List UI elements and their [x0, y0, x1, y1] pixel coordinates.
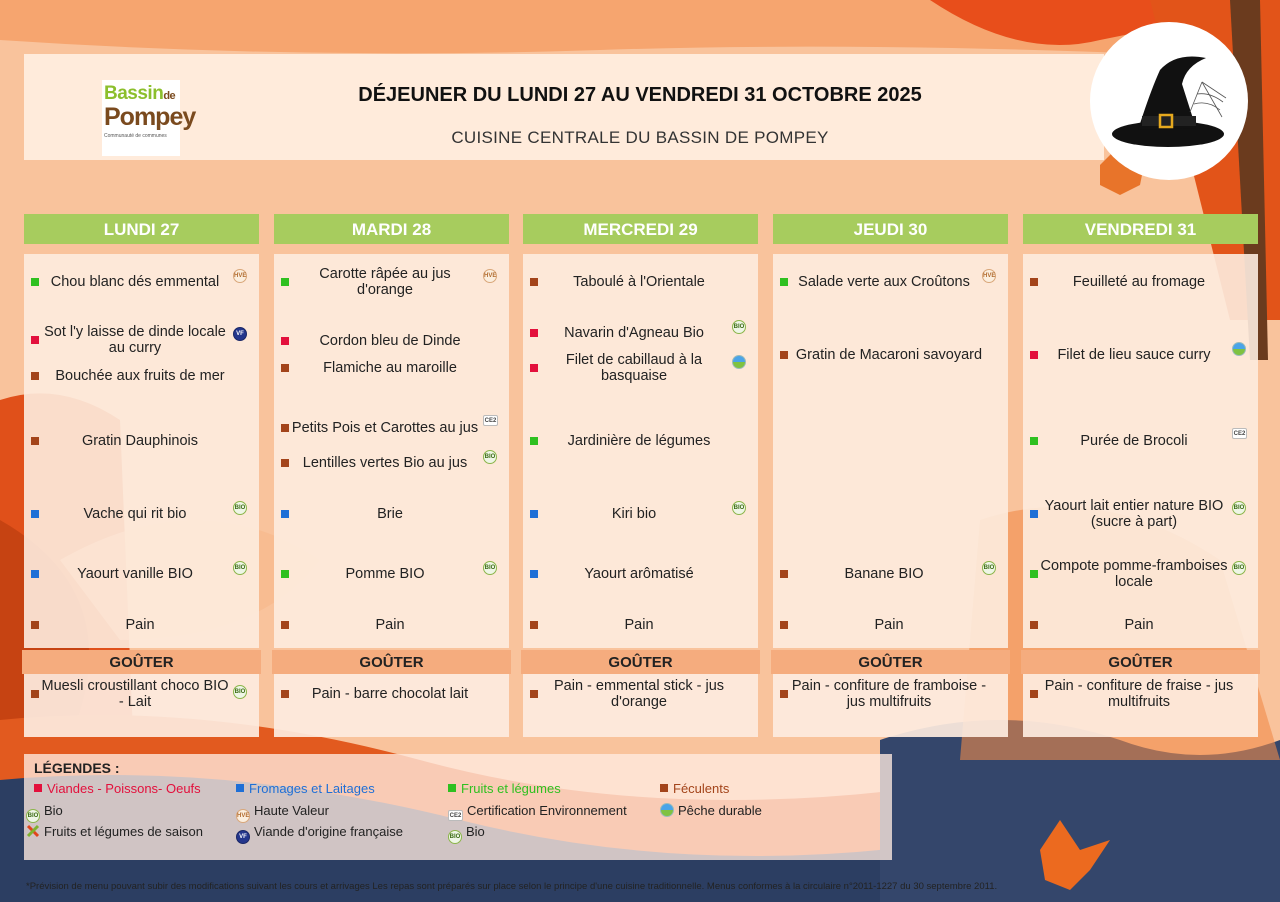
legend-badge	[236, 824, 403, 844]
haute-valeur-icon: HVE	[982, 269, 996, 283]
category-marker	[780, 351, 788, 359]
legend-badge-label: Bio	[44, 803, 63, 818]
gouter-body	[274, 674, 509, 737]
gouter-body	[24, 674, 259, 737]
category-marker	[780, 278, 788, 286]
certification-environnement-icon: CE2	[1232, 428, 1247, 439]
legend-category-label: Viandes - Poissons- Oeufs	[47, 781, 201, 796]
gouter-label: Pain - confiture de framboise - jus multifruits	[791, 678, 987, 710]
day-column-1	[274, 214, 509, 702]
menu-item-label: Yaourt lait entier nature BIO (sucre à part)	[1044, 498, 1224, 530]
logo-line1: Bassin	[104, 83, 164, 104]
bio-icon: BIO	[233, 561, 247, 575]
gouter-header: GOÛTER	[521, 650, 760, 674]
category-marker	[34, 784, 42, 792]
day-title: MERCREDI 29	[523, 214, 758, 244]
menu-item-label: Pain	[874, 617, 904, 633]
category-marker	[31, 278, 39, 286]
category-marker	[236, 784, 244, 792]
day-title: MARDI 28	[274, 214, 509, 244]
gouter-header: GOÛTER	[22, 650, 261, 674]
day-column-2	[523, 214, 758, 710]
bio-icon: BIO	[448, 830, 462, 844]
menu-item-label: Purée de Brocoli	[1080, 433, 1188, 449]
witch-hat-icon	[1090, 22, 1248, 180]
bio-icon: BIO	[26, 809, 40, 823]
day-column-3	[773, 214, 1008, 710]
menu-item-label: Filet de lieu sauce curry	[1057, 347, 1211, 363]
logo-line3: Communauté de communes	[104, 133, 167, 139]
category-marker	[448, 784, 456, 792]
legend-badge	[26, 803, 63, 823]
bio-icon: BIO	[732, 501, 746, 515]
legend-category	[448, 781, 561, 796]
legend-category-label: Féculents	[673, 781, 730, 796]
gouter-body	[773, 674, 1008, 737]
day-column-0	[24, 214, 259, 710]
gouter-header: GOÛTER	[1021, 650, 1260, 674]
viande-francaise-icon: VF	[233, 327, 247, 341]
gouter-label: Pain - emmental stick - jus d'orange	[553, 678, 725, 710]
legend-badge	[26, 824, 203, 839]
menu-item-label: Carotte râpée au jus d'orange	[319, 266, 451, 298]
menu-item-label: Kiri bio	[611, 506, 657, 522]
bio-icon: BIO	[982, 561, 996, 575]
legend-badge-label: Bio	[466, 824, 485, 839]
category-marker	[530, 364, 538, 372]
bio-icon: BIO	[1232, 561, 1246, 575]
menu-item-label: Gratin de Macaroni savoyard	[795, 347, 983, 363]
category-marker	[281, 364, 289, 372]
legend-badge-label: Fruits et légumes de saison	[44, 824, 203, 839]
category-marker	[1030, 621, 1038, 629]
haute-valeur-icon: HVE	[233, 269, 247, 283]
category-marker	[530, 570, 538, 578]
menu-item-label: Cordon bleu de Dinde	[319, 333, 461, 349]
category-marker	[1030, 570, 1038, 578]
bio-icon: BIO	[732, 320, 746, 334]
gouter-body	[523, 674, 758, 737]
gouter-label: Pain - barre chocolat lait	[311, 686, 469, 702]
legend-category	[236, 781, 375, 796]
peche-durable-icon	[660, 803, 674, 817]
category-marker	[530, 510, 538, 518]
category-marker	[31, 372, 39, 380]
day-menu-list	[523, 254, 758, 648]
menu-item-label: Vache qui rit bio	[83, 506, 187, 522]
logo-line1-small: de	[163, 90, 176, 102]
category-marker	[281, 510, 289, 518]
menu-item-label: Yaourt vanille BIO	[77, 566, 193, 582]
category-marker	[31, 336, 39, 344]
legend-category	[34, 781, 201, 796]
footer-note: *Prévision de menu pouvant subir des modifications suivant les cours et arrivages Les repas sont préparés sur place selon le principe d'une cuisine traditionnelle. Menus conformes à la circulaire n°2011-1227 du 30 septembre 2011.	[26, 881, 998, 892]
legend-category-label: Fromages et Laitages	[249, 781, 375, 796]
category-marker	[530, 690, 538, 698]
category-marker	[281, 459, 289, 467]
category-marker	[1030, 690, 1038, 698]
menu-item-label: Feuilleté au fromage	[1072, 274, 1206, 290]
day-menu-list	[773, 254, 1008, 648]
menu-item-label: Compote pomme-framboises locale	[1040, 558, 1228, 590]
menu-item-label: Flamiche au maroille	[323, 360, 457, 376]
gouter-header: GOÛTER	[771, 650, 1010, 674]
menu-item-label: Navarin d'Agneau Bio	[564, 325, 704, 341]
category-marker	[660, 784, 668, 792]
menu-item-label: Pain	[375, 617, 405, 633]
menu-item-label: Brie	[377, 506, 403, 522]
page-subtitle: CUISINE CENTRALE DU BASSIN DE POMPEY	[451, 128, 829, 147]
day-title: LUNDI 27	[24, 214, 259, 244]
day-menu-list	[1023, 254, 1258, 648]
menu-item-label: Yaourt arômatisé	[584, 566, 694, 582]
viande-francaise-icon: VF	[236, 830, 250, 844]
legend-title: LÉGENDES :	[34, 760, 120, 776]
legend-badge	[448, 824, 485, 844]
legend-badge-label: Pêche durable	[678, 803, 762, 818]
category-marker	[281, 570, 289, 578]
menu-item-label: Chou blanc dés emmental	[50, 274, 220, 290]
category-marker	[530, 621, 538, 629]
category-marker	[31, 690, 39, 698]
category-marker	[31, 510, 39, 518]
bio-icon: BIO	[483, 450, 497, 464]
category-marker	[780, 621, 788, 629]
menu-item-label: Gratin Dauphinois	[81, 433, 199, 449]
bio-icon: BIO	[233, 685, 247, 699]
bio-icon: BIO	[1232, 501, 1246, 515]
bio-icon: BIO	[233, 501, 247, 515]
menu-item-label: Bouchée aux fruits de mer	[55, 368, 225, 384]
menu-item-label: Petits Pois et Carottes au jus	[291, 420, 479, 436]
legend-badge	[448, 803, 627, 821]
day-menu-list	[24, 254, 259, 648]
category-marker	[1030, 437, 1038, 445]
menu-item-label: Taboulé à l'Orientale	[573, 274, 705, 290]
menu-item-label: Filet de cabillaud à la basquaise	[565, 352, 703, 384]
day-title: JEUDI 30	[773, 214, 1008, 244]
category-marker	[530, 329, 538, 337]
legend-category-label: Fruits et légumes	[461, 781, 561, 796]
day-menu-list	[274, 254, 509, 648]
legend-category	[660, 781, 729, 796]
category-marker	[530, 437, 538, 445]
menu-item-label: Pomme BIO	[345, 566, 425, 582]
menu-item-label: Pain	[1124, 617, 1154, 633]
saison-icon	[26, 824, 40, 838]
category-marker	[31, 570, 39, 578]
certification-environnement-icon: CE2	[483, 415, 498, 426]
gouter-body	[1023, 674, 1258, 737]
category-marker	[281, 278, 289, 286]
menu-item-label: Pain	[125, 617, 155, 633]
peche-durable-icon	[732, 355, 746, 369]
category-marker	[281, 424, 289, 432]
category-marker	[780, 570, 788, 578]
category-marker	[530, 278, 538, 286]
legend-badge-label: Certification Environnement	[467, 803, 627, 818]
menu-item-label: Banane BIO	[844, 566, 924, 582]
legend-badge-label: Viande d'origine française	[254, 824, 403, 839]
category-marker	[31, 437, 39, 445]
category-marker	[31, 621, 39, 629]
category-marker	[780, 690, 788, 698]
menu-item-label: Pain	[624, 617, 654, 633]
legend-panel	[24, 754, 892, 860]
menu-item-label: Jardinière de légumes	[567, 433, 711, 449]
gouter-label: Muesli croustillant choco BIO - Lait	[41, 678, 229, 710]
bio-icon: BIO	[483, 561, 497, 575]
gouter-header: GOÛTER	[272, 650, 511, 674]
certification-environnement-icon: CE2	[448, 810, 463, 821]
gouter-label: Pain - confiture de fraise - jus multifruits	[1044, 678, 1234, 710]
haute-valeur-icon: HVE	[483, 269, 497, 283]
day-title: VENDREDI 31	[1023, 214, 1258, 244]
category-marker	[1030, 510, 1038, 518]
category-marker	[281, 337, 289, 345]
logo-line2: Pompey	[104, 103, 196, 131]
legend-badge-label: Haute Valeur	[254, 803, 329, 818]
peche-durable-icon	[1232, 342, 1246, 356]
page-title: DÉJEUNER DU LUNDI 27 AU VENDREDI 31 OCTOBRE 2025	[358, 84, 922, 106]
menu-item-label: Lentilles vertes Bio au jus	[302, 455, 468, 471]
menu-item-label: Sot l'y laisse de dinde locale au curry	[44, 324, 226, 356]
day-column-4	[1023, 214, 1258, 710]
legend-badge	[236, 803, 329, 823]
haute-valeur-icon: HVE	[236, 809, 250, 823]
category-marker	[1030, 351, 1038, 359]
legend-badge	[660, 803, 762, 818]
witch-hat-badge	[1090, 22, 1248, 180]
category-marker	[281, 621, 289, 629]
category-marker	[281, 690, 289, 698]
category-marker	[1030, 278, 1038, 286]
menu-item-label: Salade verte aux Croûtons	[798, 274, 970, 290]
